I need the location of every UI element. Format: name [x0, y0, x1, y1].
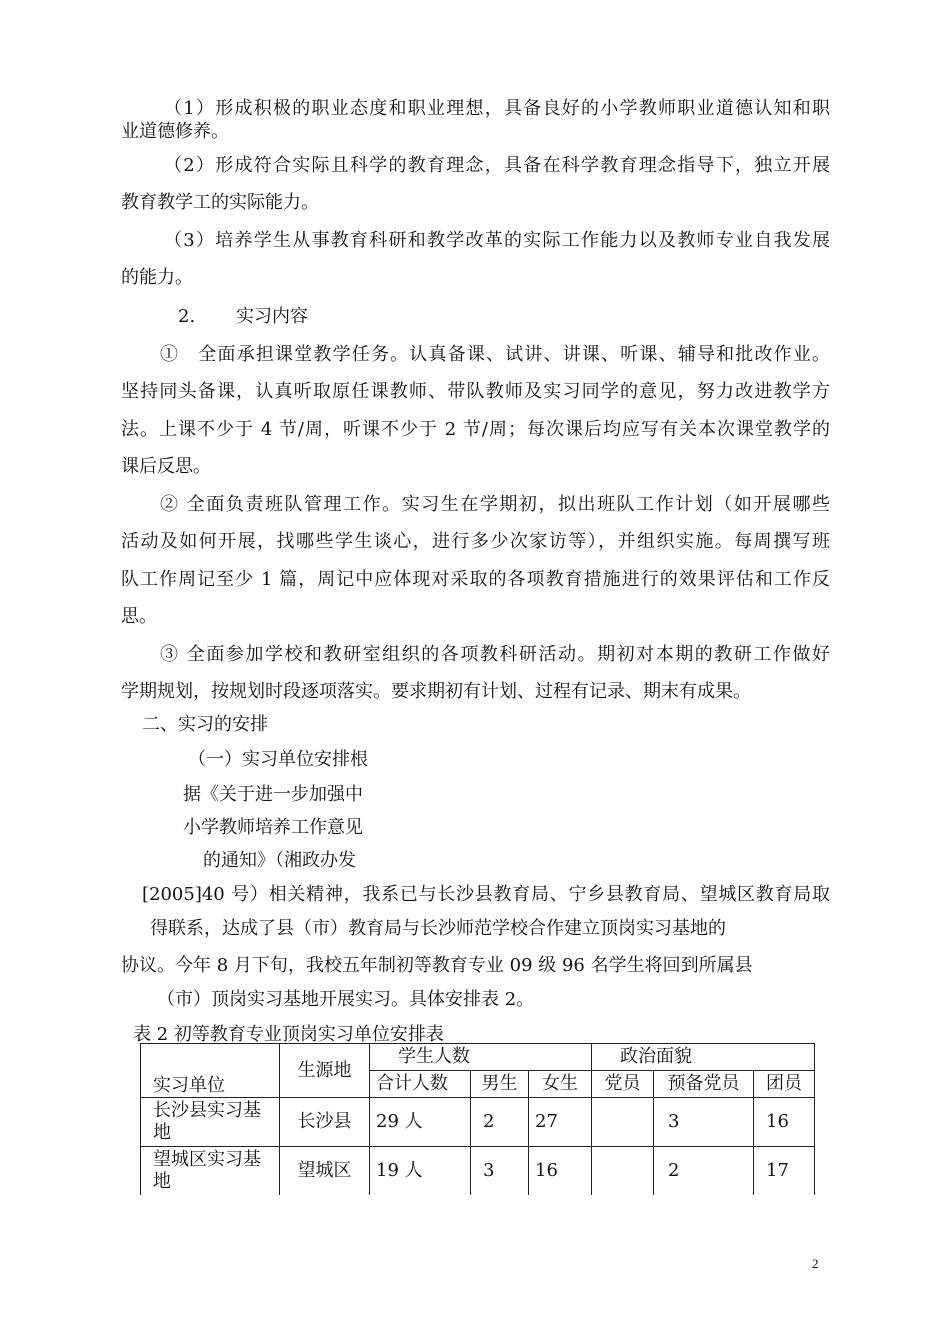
- table-header-row-1: [141, 1044, 815, 1071]
- header-female: 女生: [529, 1071, 592, 1098]
- header-origin: 生源地: [280, 1044, 370, 1098]
- page-number: 2: [812, 1256, 819, 1271]
- header-total: 合计人数: [370, 1071, 471, 1098]
- section-number: 2.: [178, 306, 196, 327]
- arrangement-line-6: 得联系，达成了县（市）教育局与长沙师范学校合作建立顶岗实习基地的: [150, 918, 726, 939]
- cell-unit: [141, 1098, 280, 1147]
- section-heading: 实习内容: [236, 306, 308, 327]
- content-1-line-2: 坚持同头备课，认真听取原任课教师、带队教师及实习同学的意见，努力改进教学方: [121, 381, 830, 402]
- header-unit: 实习单位: [141, 1044, 280, 1098]
- cell-league: 16: [754, 1098, 815, 1147]
- header-male: 男生: [471, 1071, 529, 1098]
- content-2-line-4: 思。: [121, 606, 157, 627]
- cell-unit-line-2: 地: [153, 1122, 171, 1143]
- cell-female: 16: [529, 1147, 592, 1196]
- header-students: 学生人数: [370, 1044, 592, 1071]
- cell-probationary: 3: [654, 1098, 754, 1147]
- cell-origin: 长沙县: [280, 1098, 370, 1147]
- arrangement-line-7: 协议。今年 8 月下旬，我校五年制初等教育专业 09 级 96 名学生将回到所属县: [121, 955, 753, 976]
- section-2-title: 二、实习的安排: [142, 714, 268, 735]
- cell-total: 29 人: [370, 1098, 471, 1147]
- cell-total: 19 人: [370, 1147, 471, 1196]
- cell-female: 27: [529, 1098, 592, 1147]
- paragraph-1-line-2: 业道德修养。: [121, 121, 229, 142]
- cell-unit: [141, 1147, 280, 1196]
- cell-probationary: 2: [654, 1147, 754, 1196]
- content-2-line-3: 队工作周记至少 1 篇，周记中应体现对采取的各项教育措施进行的效果评估和工作反: [121, 569, 830, 590]
- content-1-line-1: ① 全面承担课堂教学任务。认真备课、试讲、讲课、听课、辅导和批改作业。: [160, 344, 830, 365]
- header-political: 政治面貌: [592, 1044, 815, 1071]
- cell-league: 17: [754, 1147, 815, 1196]
- content-3-line-1: ③ 全面参加学校和教研室组织的各项教科研活动。期初对本期的教研工作做好: [160, 644, 830, 665]
- cell-unit-line-2: 地: [153, 1171, 171, 1192]
- table-caption: 表 2 初等教育专业顶岗实习单位安排表: [133, 1024, 444, 1045]
- cell-male: 3: [471, 1147, 529, 1196]
- content-3-line-2: 学期规划，按规划时段逐项落实。要求期初有计划、过程有记录、期末有成果。: [121, 681, 751, 702]
- cell-party: [592, 1147, 654, 1196]
- content-1-line-3: 法。上课不少于 4 节/周，听课不少于 2 节/周；每次课后均应写有关本次课堂教学的: [121, 419, 830, 440]
- paragraph-2-line-1: （2）形成符合实际且科学的教育理念，具备在科学教育理念指导下，独立开展: [164, 155, 830, 176]
- header-probationary: 预备党员: [654, 1071, 754, 1098]
- paragraph-1-line-1: （1）形成积极的职业态度和职业理想，具备良好的小学教师职业道德认知和职: [164, 98, 830, 119]
- internship-plan-table: [140, 1043, 815, 1195]
- paragraph-2-line-2: 教育教学工的实际能力。: [121, 192, 319, 213]
- content-2-line-1: ② 全面负责班队管理工作。实习生在学期初，拟出班队工作计划（如开展哪些: [160, 494, 830, 515]
- arrangement-line-2: 据《关于进一步加强中: [183, 784, 363, 805]
- header-party: 党员: [592, 1071, 654, 1098]
- content-2-line-2: 活动及如何开展，找哪些学生谈心，进行多少次家访等），并组织实施。每周撰写班: [121, 531, 830, 552]
- arrangement-line-5: [2005]40 号）相关精神，我系已与长沙县教育局、宁乡县教育局、望城区教育局取: [142, 884, 830, 905]
- arrangement-line-4: 的通知》（湘政办发: [203, 850, 356, 871]
- cell-origin: 望城区: [280, 1147, 370, 1196]
- paragraph-3-line-2: 的能力。: [121, 267, 193, 288]
- cell-male: 2: [471, 1098, 529, 1147]
- arrangement-line-1: （一）实习单位安排根: [188, 749, 368, 770]
- table-row: [141, 1147, 815, 1196]
- table-row: [141, 1098, 815, 1147]
- content-1-line-4: 课后反思。: [121, 456, 211, 477]
- header-league: 团员: [754, 1071, 815, 1098]
- cell-unit-line-1: 长沙县实习基: [153, 1100, 261, 1121]
- arrangement-line-8: （市）顶岗实习基地开展实习。具体安排表 2。: [157, 989, 535, 1010]
- arrangement-line-3: 小学教师培养工作意见: [183, 817, 363, 838]
- cell-unit-line-1: 望城区实习基: [153, 1149, 261, 1170]
- paragraph-3-line-1: （3）培养学生从事教育科研和教学改革的实际工作能力以及教师专业自我发展: [164, 230, 830, 251]
- cell-party: [592, 1098, 654, 1147]
